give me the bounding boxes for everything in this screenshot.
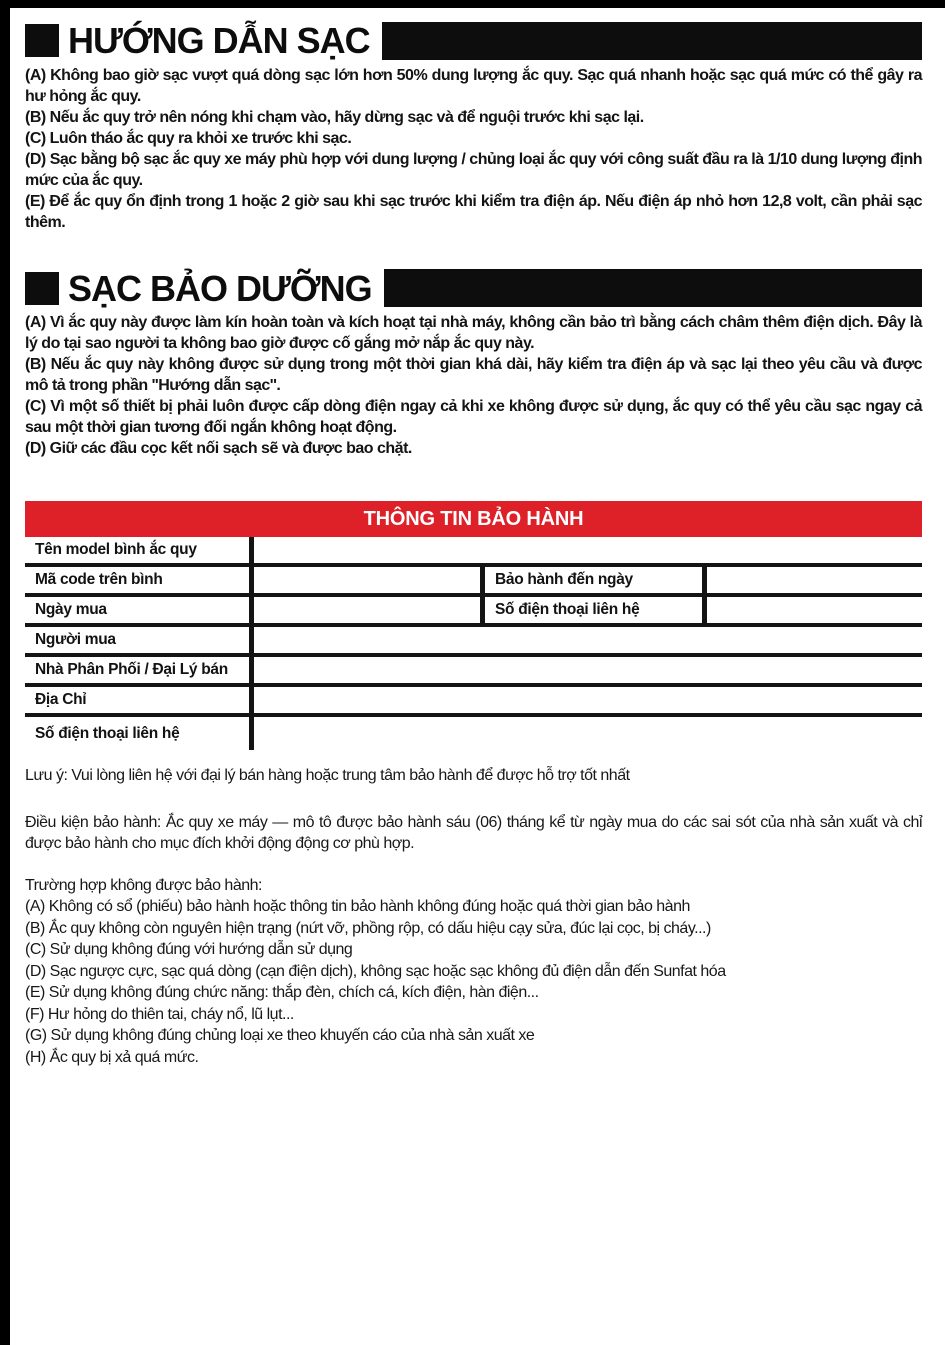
exclusion-item-e: (E) Sử dụng không đúng chức năng: thắp đèn, chích cá, kích điện, hàn điện... — [25, 984, 539, 1002]
table-row-distributor — [25, 657, 922, 687]
table-value-cell — [249, 567, 480, 593]
maintenance-item-b: (B) Nếu ắc quy này không được sử dụng trong một thời gian khá dài, hãy kiểm tra điện áp và sạc lại theo yêu cầu và được mô tả trong phần ''Hướng dẫn sạc''. — [25, 356, 922, 395]
table-row-contact-phone — [25, 717, 922, 750]
table-value-cell — [249, 597, 480, 623]
table-row-address — [25, 687, 922, 717]
table-label-cell: Tên model bình ắc quy — [35, 541, 197, 559]
header-fill-bar — [384, 269, 922, 307]
charging-section-header — [25, 21, 922, 61]
table-row-model-name — [25, 537, 922, 567]
warranty-exclusions-list — [25, 875, 922, 1069]
table-label-cell: Nhà Phân Phối / Đại Lý bán — [35, 661, 228, 679]
table-row-code-and-warranty-date — [25, 567, 922, 597]
exclusion-item-a: (A) Không có sổ (phiếu) bảo hành hoặc thông tin bảo hành không đúng hoặc quá thời gian bảo hành — [25, 898, 690, 916]
table-value-cell — [249, 657, 922, 683]
charging-item-a: (A) Không bao giờ sạc vượt quá dòng sạc lớn hơn 50% dung lượng ắc quy. Sạc quá nhanh hoặc sạc quá mức có thể gây ra hư hỏng ắc quy. — [25, 66, 922, 105]
table-label-cell: Số điện thoại liên hệ — [480, 597, 702, 623]
warranty-table-title: THÔNG TIN BẢO HÀNH — [363, 507, 584, 530]
maintenance-item-a: (A) Vì ắc quy này được làm kín hoàn toàn và kích hoạt tại nhà máy, không cần bảo trì bằng cách châm thêm điện dịch. Đây là lý do tại sao người ta không bao giờ được cố gắng mở nắp ắc quy này. — [25, 314, 922, 353]
page-left-border — [0, 0, 10, 1345]
table-value-cell — [249, 717, 922, 750]
page-content — [25, 8, 922, 1068]
charging-instructions-list — [25, 65, 922, 233]
table-value-cell — [249, 627, 922, 653]
table-label-cell: Mã code trên bình — [35, 571, 163, 589]
table-label-cell: Bảo hành đến ngày — [480, 567, 702, 593]
table-label-cell: Số điện thoại liên hệ — [35, 724, 180, 742]
black-square-bullet-icon — [25, 272, 59, 305]
warranty-terms-note: Điều kiện bảo hành: Ắc quy xe máy — mô tô được bảo hành sáu (06) tháng kể từ ngày mua do các sai sót của nhà sản xuất và chỉ được bảo hành cho mục đích khởi động động cơ phù hợp. — [25, 813, 922, 853]
table-value-cell — [702, 597, 922, 623]
table-label-cell: Địa Chỉ — [35, 691, 87, 709]
charging-section-title: HƯỚNG DẪN SẠC — [68, 20, 370, 61]
charging-item-b: (B) Nếu ắc quy trở nên nóng khi chạm vào, hãy dừng sạc và để nguội trước khi sạc lại. — [25, 108, 644, 126]
maintenance-item-c: (C) Vì một số thiết bị phải luôn được cấp dòng điện ngay cả khi xe không được sử dụng, ắc quy có thể yêu cầu sạc ngay cả sau một thời gian tương đối ngắn không hoạt động. — [25, 398, 922, 437]
contact-note: Lưu ý: Vui lòng liên hệ với đại lý bán hàng hoặc trung tâm bảo hành để được hỗ trợ tốt nhất — [25, 767, 630, 785]
table-value-cell — [249, 687, 922, 713]
maintenance-section-header — [25, 269, 922, 309]
maintenance-section-title: SẠC BẢO DƯỠNG — [68, 267, 372, 309]
charging-item-c: (C) Luôn tháo ắc quy ra khỏi xe trước khi sạc. — [25, 129, 352, 147]
table-row-purchase-date-and-phone — [25, 597, 922, 627]
warranty-info-table — [25, 501, 922, 750]
maintenance-charging-section — [25, 269, 922, 460]
header-fill-bar — [382, 22, 922, 60]
table-row-buyer — [25, 627, 922, 657]
maintenance-item-d: (D) Giữ các đầu cọc kết nối sạch sẽ và được bao chặt. — [25, 440, 412, 458]
black-square-bullet-icon — [25, 24, 59, 57]
warranty-table-header — [25, 501, 922, 537]
charging-instructions-section — [25, 21, 922, 233]
page-top-border — [0, 0, 945, 8]
charging-item-d: (D) Sạc bằng bộ sạc ắc quy xe máy phù hợp với dung lượng / chủng loại ắc quy với công suất đầu ra là 1/10 dung lượng định mức của ắc quy. — [25, 150, 922, 189]
exclusion-item-f: (F) Hư hỏng do thiên tai, cháy nổ, lũ lụt... — [25, 1005, 294, 1023]
table-value-cell — [249, 537, 922, 563]
exclusion-item-c: (C) Sử dụng không đúng với hướng dẫn sử dụng — [25, 941, 353, 959]
exclusion-item-d: (D) Sạc ngược cực, sạc quá dòng (cạn điện dịch), không sạc hoặc sạc không đủ điện dẫn đến Sunfat hóa — [25, 962, 726, 980]
charging-item-e: (E) Để ắc quy ổn định trong 1 hoặc 2 giờ sau khi sạc trước khi kiểm tra điện áp. Nếu điện áp nhỏ hơn 12,8 volt, cần phải sạc thêm. — [25, 192, 922, 231]
maintenance-instructions-list — [25, 312, 922, 459]
table-label-cell: Ngày mua — [35, 601, 107, 619]
exclusion-item-b: (B) Ắc quy không còn nguyên hiện trạng (nứt vỡ, phồng rộp, có dấu hiệu cạy sửa, đúc lại cọc, bị cháy...) — [25, 919, 711, 937]
exclusion-item-g: (G) Sử dụng không đúng chủng loại xe theo khuyến cáo của nhà sản xuất xe — [25, 1027, 535, 1045]
exclusions-intro: Trường hợp không được bảo hành: — [25, 876, 262, 894]
table-value-cell — [702, 567, 922, 593]
table-label-cell: Người mua — [35, 631, 116, 649]
exclusion-item-h: (H) Ắc quy bị xả quá mức. — [25, 1048, 199, 1066]
